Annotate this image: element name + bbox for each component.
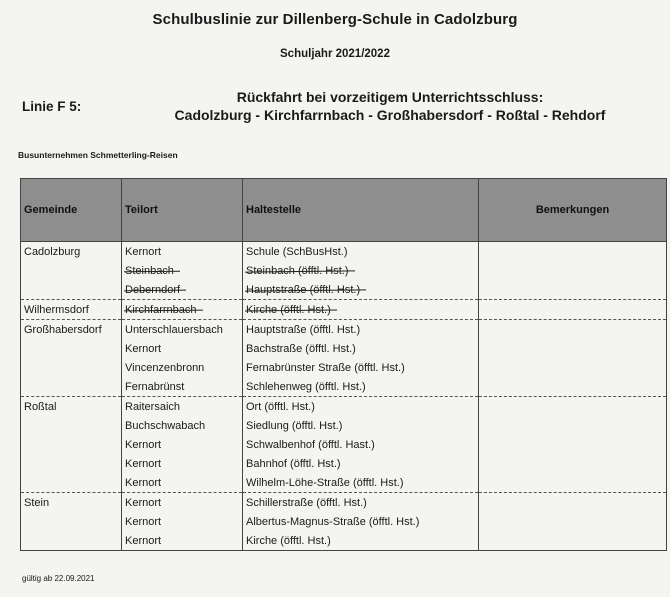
- cell-teilort-text: Kernort: [125, 438, 162, 451]
- table-row: [21, 280, 667, 300]
- cell-haltestelle-text: Schwalbenhof (öfftl. Hast.): [246, 438, 375, 451]
- cell-teilort-text: Raitersaich: [125, 400, 181, 413]
- cell-haltestelle-text: Kirche (öfftl. Hst.): [246, 303, 331, 316]
- cell-gemeinde-text: Großhabersdorf: [24, 323, 102, 336]
- cell-bemerkungen: [479, 320, 667, 340]
- cell-teilort-text: Unterschlauersbach: [125, 323, 223, 336]
- cell-gemeinde: [21, 531, 122, 551]
- cell-bemerkungen: [479, 493, 667, 513]
- cell-bemerkungen: [479, 454, 667, 473]
- table-header-row: [21, 179, 667, 242]
- cell-teilort-text: Kernort: [125, 245, 162, 258]
- cell-teilort: [122, 493, 243, 513]
- table-row: [21, 512, 667, 531]
- table-row: [21, 531, 667, 551]
- cell-teilort-text: Kirchfarrnbach: [125, 303, 197, 316]
- table-row: [21, 416, 667, 435]
- trip-title: [160, 88, 620, 124]
- cell-haltestelle: [243, 512, 479, 531]
- cell-teilort: [122, 397, 243, 417]
- cell-gemeinde: [21, 473, 122, 493]
- cell-bemerkungen: [479, 242, 667, 262]
- cell-haltestelle: [243, 261, 479, 280]
- header-gemeinde: Gemeinde: [21, 179, 122, 242]
- table-row: [21, 320, 667, 340]
- cell-haltestelle-text: Bachstraße (öfftl. Hst.): [246, 342, 356, 355]
- cell-haltestelle-text: Albertus-Magnus-Straße (öfftl. Hst.): [246, 515, 420, 528]
- header-bemerkungen: Bemerkungen: [479, 179, 667, 242]
- cell-teilort: [122, 377, 243, 397]
- cell-haltestelle-text: Fernabrünster Straße (öfftl. Hst.): [246, 361, 405, 374]
- cell-gemeinde: [21, 435, 122, 454]
- cell-teilort: [122, 242, 243, 262]
- cell-gemeinde: [21, 416, 122, 435]
- cell-gemeinde: [21, 300, 122, 320]
- table-row: [21, 435, 667, 454]
- cell-teilort-text: Buchschwabach: [125, 419, 206, 432]
- cell-haltestelle-text: Schule (SchBusHst.): [246, 245, 348, 258]
- cell-bemerkungen: [479, 339, 667, 358]
- cell-haltestelle: [243, 300, 479, 320]
- cell-gemeinde-text: Stein: [24, 496, 50, 509]
- document-title: Schulbuslinie zur Dillenberg-Schule in Cadolzburg: [152, 11, 518, 28]
- table-row: [21, 473, 667, 493]
- cell-teilort-text: Kernort: [125, 342, 162, 355]
- cell-gemeinde: [21, 261, 122, 280]
- cell-gemeinde: [21, 320, 122, 340]
- cell-bemerkungen: [479, 377, 667, 397]
- cell-haltestelle: [243, 339, 479, 358]
- cell-gemeinde-text: Wilhermsdorf: [24, 303, 89, 316]
- cell-gemeinde: [21, 242, 122, 262]
- cell-bemerkungen: [479, 512, 667, 531]
- cell-gemeinde: [21, 339, 122, 358]
- cell-haltestelle-text: Siedlung (öfftl. Hst.): [246, 419, 343, 432]
- table-row: [21, 339, 667, 358]
- cell-haltestelle: [243, 358, 479, 377]
- table-row: [21, 493, 667, 513]
- cell-haltestelle: [243, 473, 479, 493]
- cell-teilort: [122, 300, 243, 320]
- cell-haltestelle-text: Schlehenweg (öfftl. Hst.): [246, 380, 366, 393]
- operator-label: Busunternehmen Schmetterling-Reisen: [18, 150, 178, 160]
- cell-gemeinde: [21, 512, 122, 531]
- cell-haltestelle-text: Hauptstraße (öfftl. Hst.): [246, 283, 361, 296]
- table-row: [21, 397, 667, 417]
- cell-gemeinde-text: Roßtal: [24, 400, 57, 413]
- cell-gemeinde: [21, 377, 122, 397]
- cell-haltestelle-text: Schillerstraße (öfftl. Hst.): [246, 496, 367, 509]
- table-row: [21, 261, 667, 280]
- cell-teilort: [122, 320, 243, 340]
- cell-haltestelle: [243, 493, 479, 513]
- cell-haltestelle: [243, 377, 479, 397]
- table-row: [21, 454, 667, 473]
- cell-haltestelle: [243, 435, 479, 454]
- cell-haltestelle: [243, 242, 479, 262]
- cell-bemerkungen: [479, 531, 667, 551]
- cell-haltestelle-text: Bahnhof (öfftl. Hst.): [246, 457, 341, 470]
- cell-haltestelle: [243, 531, 479, 551]
- table-body: [21, 242, 667, 551]
- cell-teilort: [122, 454, 243, 473]
- cell-teilort: [122, 416, 243, 435]
- cell-haltestelle: [243, 416, 479, 435]
- table-row: [21, 242, 667, 262]
- table-row: [21, 377, 667, 397]
- cell-teilort-text: Steinbach: [125, 264, 174, 277]
- cell-haltestelle-text: Wilhelm-Löhe-Straße (öfftl. Hst.): [246, 476, 404, 489]
- cell-gemeinde: [21, 454, 122, 473]
- cell-teilort-text: Kernort: [125, 496, 162, 509]
- cell-teilort: [122, 512, 243, 531]
- header-teilort: Teilort: [122, 179, 243, 242]
- table-row: [21, 358, 667, 377]
- cell-teilort-text: Kernort: [125, 534, 162, 547]
- cell-teilort-text: Kernort: [125, 457, 162, 470]
- cell-bemerkungen: [479, 280, 667, 300]
- cell-teilort-text: Deberndorf: [125, 283, 181, 296]
- cell-teilort: [122, 339, 243, 358]
- trip-title-line-1: Rückfahrt bei vorzeitigem Unterrichtsschluss:: [236, 89, 544, 105]
- cell-teilort: [122, 473, 243, 493]
- cell-haltestelle: [243, 397, 479, 417]
- cell-teilort: [122, 261, 243, 280]
- cell-haltestelle: [243, 280, 479, 300]
- cell-gemeinde: [21, 397, 122, 417]
- cell-bemerkungen: [479, 397, 667, 417]
- cell-gemeinde: [21, 358, 122, 377]
- stop-table: [20, 178, 667, 551]
- cell-bemerkungen: [479, 261, 667, 280]
- header-haltestelle: Haltestelle: [243, 179, 479, 242]
- cell-teilort: [122, 435, 243, 454]
- cell-teilort: [122, 280, 243, 300]
- cell-bemerkungen: [479, 416, 667, 435]
- cell-teilort-text: Kernort: [125, 515, 162, 528]
- cell-haltestelle-text: Hauptstraße (öfftl. Hst.): [246, 323, 361, 336]
- cell-teilort-text: Fernabrünst: [125, 380, 185, 393]
- cell-bemerkungen: [479, 358, 667, 377]
- cell-bemerkungen: [479, 300, 667, 320]
- trip-title-line-2: Cadolzburg - Kirchfarrnbach - Großhabersdorf - Roßtal - Rehdorf: [174, 107, 606, 123]
- cell-bemerkungen: [479, 473, 667, 493]
- cell-teilort-text: Vincenzenbronn: [125, 361, 205, 374]
- cell-teilort-text: Kernort: [125, 476, 162, 489]
- table-row: [21, 300, 667, 320]
- cell-gemeinde: [21, 493, 122, 513]
- cell-teilort: [122, 358, 243, 377]
- cell-bemerkungen: [479, 435, 667, 454]
- cell-gemeinde: [21, 280, 122, 300]
- cell-haltestelle-text: Kirche (öfftl. Hst.): [246, 534, 331, 547]
- valid-from: gültig ab 22.09.2021: [22, 574, 95, 583]
- cell-gemeinde-text: Cadolzburg: [24, 245, 81, 258]
- cell-haltestelle-text: Ort (öfftl. Hst.): [246, 400, 315, 413]
- cell-haltestelle-text: Steinbach (öfftl. Hst.): [246, 264, 349, 277]
- cell-haltestelle: [243, 454, 479, 473]
- line-label: Linie F 5:: [22, 99, 82, 114]
- school-year: Schuljahr 2021/2022: [280, 48, 390, 60]
- cell-haltestelle: [243, 320, 479, 340]
- cell-teilort: [122, 531, 243, 551]
